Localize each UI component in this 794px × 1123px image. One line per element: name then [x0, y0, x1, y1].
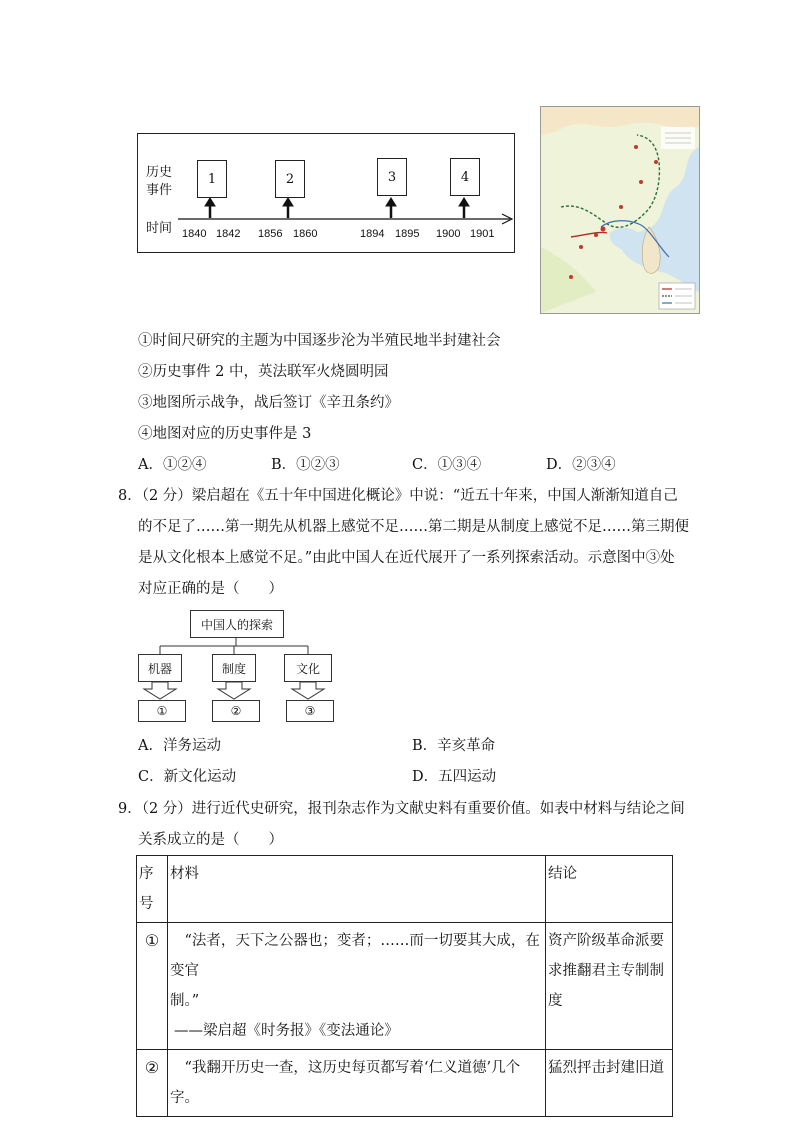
header-conclusion: 结论	[546, 856, 673, 923]
material-line: 制。”	[170, 993, 200, 1009]
year-label: 1894	[360, 228, 385, 240]
conclusion-line: 资产阶级革命派要	[548, 933, 664, 949]
conclusion-line: 求推翻君主专制制	[548, 963, 664, 979]
diagram-system: 制度	[212, 654, 256, 682]
table-row	[137, 923, 673, 1050]
diagram-slot-1: ①	[138, 700, 186, 722]
diagram-machine: 机器	[138, 654, 182, 682]
statement-3: ③地图所示战争，战后签订《辛丑条约》	[138, 395, 399, 411]
q8-stem-line-1: 8．（2 分）梁启超在《五十年中国进化概论》中说：“近五十年来，中国人渐渐知道自己	[118, 488, 678, 504]
timeline-time-label: 时间	[146, 221, 173, 236]
year-label: 1895	[395, 228, 420, 240]
event-box-3: 3	[377, 158, 407, 196]
q9-stem-line-1: 9．（2 分）进行近代史研究，报刊杂志作为文献史料有重要价值。如表中材料与结论之间	[118, 801, 685, 817]
event-box-2: 2	[275, 160, 305, 198]
row-no: ②	[137, 1050, 168, 1117]
table-row	[137, 1050, 673, 1117]
row-material	[168, 923, 546, 1050]
header-no: 序号	[137, 856, 168, 923]
row-conclusion	[546, 1050, 673, 1117]
material-source: ——梁启超《时务报》《变法通论》	[174, 1023, 399, 1039]
table-header-row	[137, 856, 673, 923]
year-label: 1840	[182, 228, 207, 240]
statement-1: ①时间尺研究的主题为中国逐步沦为半殖民地半封建社会	[138, 333, 501, 349]
year-label: 1842	[216, 228, 241, 240]
q8-option-d[interactable]: D．五四运动	[412, 769, 497, 785]
row-material	[168, 1050, 546, 1117]
map-drawing	[541, 107, 699, 313]
year-label: 1856	[258, 228, 283, 240]
q7-option-d[interactable]: D．②③④	[546, 457, 616, 473]
conclusion-line: 度	[548, 993, 563, 1009]
q8-stem-line-3: 是从文化根本上感觉不足。”由此中国人在近代展开了一系列探索活动。示意图中③处	[138, 550, 675, 566]
diagram-slot-3: ③	[286, 700, 334, 722]
statement-2: ②历史事件 2 中，英法联军火烧圆明园	[138, 364, 389, 380]
timeline-row-label: 历史	[146, 165, 173, 180]
year-label: 1860	[293, 228, 318, 240]
q9-stem-line-2: 关系成立的是（ ）	[138, 832, 283, 848]
timeline-figure	[137, 133, 515, 253]
diagram-root: 中国人的探索	[190, 610, 284, 638]
event-box-4: 4	[450, 158, 480, 196]
q7-option-c[interactable]: C．①③④	[412, 457, 482, 473]
q8-option-b[interactable]: B．辛亥革命	[412, 738, 496, 754]
year-label: 1900	[436, 228, 461, 240]
q8-option-a[interactable]: A．洋务运动	[138, 738, 221, 754]
year-label: 1901	[470, 228, 495, 240]
event-box-1: 1	[197, 160, 227, 198]
diagram-slot-2: ②	[212, 700, 260, 722]
row-conclusion	[546, 923, 673, 1050]
conclusion-line: 猛烈抨击封建旧道	[548, 1060, 664, 1076]
q7-option-a[interactable]: A．①②④	[138, 457, 207, 473]
row-no: ①	[137, 923, 168, 1050]
q8-stem-line-2: 的不足了……第一期先从机器上感觉不足……第二期是从制度上感觉不足……第三期便	[138, 519, 689, 535]
header-material: 材料	[168, 856, 546, 923]
statement-4: ④地图对应的历史事件是 3	[138, 426, 312, 442]
q8-option-c[interactable]: C．新文化运动	[138, 769, 237, 785]
timeline-row-label: 事件	[146, 183, 173, 198]
q8-stem-line-4: 对应正确的是（ ）	[138, 581, 283, 597]
war-map	[540, 106, 700, 314]
material-line: “法者，天下之公器也；变者；……而一切要其大成，在变官	[170, 933, 540, 979]
diagram-culture: 文化	[284, 654, 332, 682]
q7-option-b[interactable]: B．①②③	[271, 457, 340, 473]
material-line: “我翻开历史一查，这历史每页都写着‘仁义道德’几个字。	[170, 1060, 521, 1106]
exploration-diagram	[136, 610, 342, 726]
material-table	[136, 855, 673, 1117]
